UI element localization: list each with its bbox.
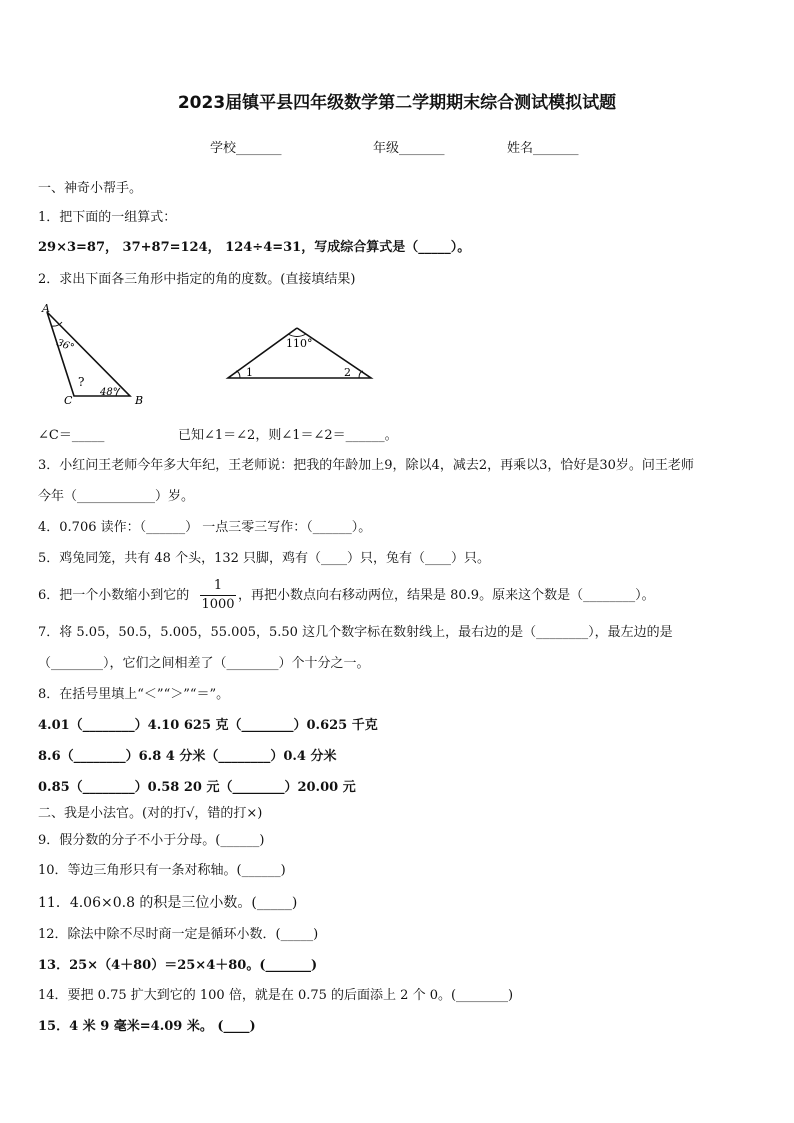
fraction-denominator: 1000 bbox=[201, 597, 235, 612]
school-field: 学校_______ bbox=[210, 141, 282, 156]
question-2: 2．求出下面各三角形中指定的角的度数。(直接填结果) bbox=[38, 272, 356, 287]
question-1-expressions: 29×3=87， 37+87=124， 124÷4=31，写成综合算式是（_____）。 bbox=[38, 240, 471, 255]
question-10: 10．等边三角形只有一条对称轴。(______) bbox=[38, 863, 286, 878]
question-2-answer-angles: 已知∠1＝∠2，则∠1＝∠2＝______。 bbox=[178, 428, 398, 443]
question-8-row-2: 8.6（________）6.8 4 分米（________）0.4 分米 bbox=[38, 749, 337, 764]
vertex-b-label: B bbox=[135, 394, 144, 407]
question-8: 8．在括号里填上“＜”“＞”“＝”。 bbox=[38, 687, 230, 702]
question-11: 11．4.06×0.8 的积是三位小数。(_____) bbox=[38, 895, 298, 911]
vertex-a-label: A bbox=[42, 302, 50, 315]
question-3-line-2: 今年（____________）岁。 bbox=[38, 489, 195, 504]
question-4: 4．0.706 读作：（______） 一点三零三写作：（______）。 bbox=[38, 520, 372, 535]
question-13: 13．25×（4＋80）＝25×4＋80。(_______) bbox=[38, 958, 318, 973]
grade-field: 年级_______ bbox=[373, 141, 445, 156]
question-9: 9．假分数的分子不小于分母。(______) bbox=[38, 833, 265, 848]
angle-a-label: 36° bbox=[54, 337, 76, 354]
angle-b-label: 48° bbox=[100, 387, 118, 398]
question-7-line-1: 7．将 5.05，50.5，5.005，55.005，5.50 这几个数字标在数射线上，最右边的是（________），最左边的是 bbox=[38, 625, 673, 640]
question-1: 1．把下面的一组算式： bbox=[38, 210, 177, 225]
section-2-heading: 二、我是小法官。(对的打√，错的打×) bbox=[38, 806, 263, 821]
triangle-2-figure bbox=[226, 324, 376, 384]
angle-2-label: 2 bbox=[344, 366, 351, 379]
page-title: 2023届镇平县四年级数学第二学期期末综合测试模拟试题 bbox=[177, 93, 617, 113]
name-field: 姓名_______ bbox=[507, 141, 579, 156]
question-6-prefix: 6．把一个小数缩小到它的 bbox=[38, 588, 190, 603]
question-12: 12．除法中除不尽时商一定是循环小数．(_____) bbox=[38, 927, 319, 942]
question-5: 5．鸡兔同笼，共有 48 个头，132 只脚，鸡有（____）只，兔有（____）只。 bbox=[38, 551, 491, 566]
question-3-line-1: 3．小红问王老师今年多大年纪，王老师说：把我的年龄加上9，除以4，减去2，再乘以3，恰好是30岁。问王老师 bbox=[38, 458, 694, 473]
section-1-heading: 一、神奇小帮手。 bbox=[38, 181, 143, 196]
fraction-numerator: 1 bbox=[213, 578, 223, 593]
triangle-1-figure bbox=[38, 300, 158, 410]
angle-1-label: 1 bbox=[246, 366, 253, 379]
question-15: 15．4 米 9 毫米=4.09 米。 (____) bbox=[38, 1019, 256, 1034]
fraction-one-thousandth bbox=[200, 578, 236, 613]
question-8-row-3: 0.85（________）0.58 20 元（________）20.00 元 bbox=[38, 780, 356, 795]
angle-top-label: 110° bbox=[286, 337, 313, 350]
question-14: 14．要把 0.75 扩大到它的 100 倍，就是在 0.75 的后面添上 2 个 0。(________) bbox=[38, 988, 514, 1003]
angle-c-label: ? bbox=[78, 375, 85, 389]
question-6-suffix: ，再把小数点向右移动两位，结果是 80.9。原来这个数是（________）。 bbox=[238, 588, 655, 603]
vertex-c-label: C bbox=[64, 394, 73, 407]
question-8-row-1: 4.01（________）4.10 625 克（________）0.625 千克 bbox=[38, 718, 378, 733]
question-7-line-2: （________），它们之间相差了（________）个十分之一。 bbox=[38, 656, 370, 671]
question-2-answer-c: ∠C＝_____ bbox=[38, 428, 105, 443]
